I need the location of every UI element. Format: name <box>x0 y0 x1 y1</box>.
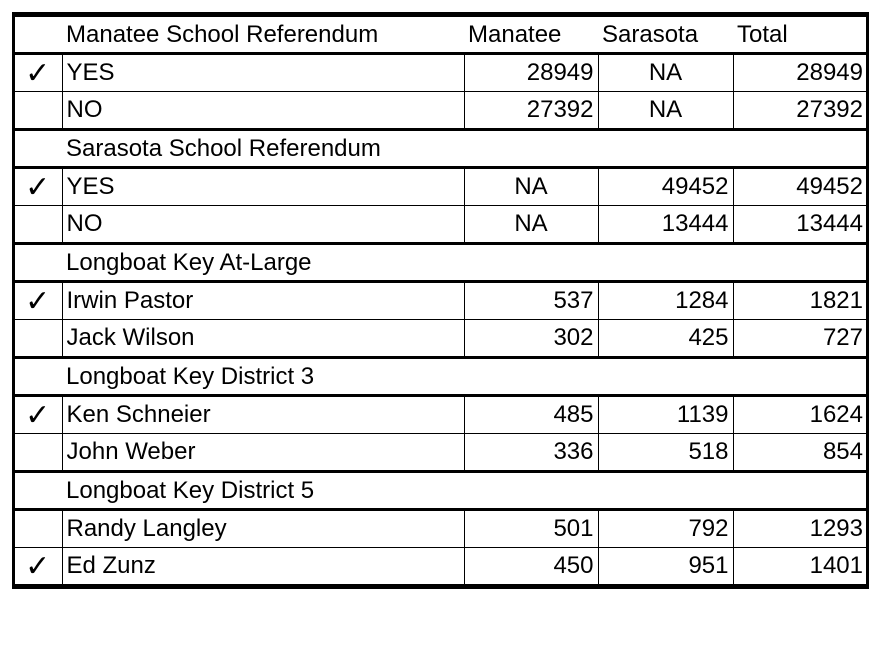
checkmark-icon: ✓ <box>14 168 62 206</box>
total-votes: 1293 <box>733 510 867 548</box>
section-title: Manatee School Referendum <box>62 16 464 54</box>
total-votes: 13444 <box>733 206 867 244</box>
section-title: Sarasota School Referendum <box>62 130 464 168</box>
candidate-name: NO <box>62 206 464 244</box>
check-cell <box>14 320 62 358</box>
candidate-name: NO <box>62 92 464 130</box>
section-filler <box>464 130 867 168</box>
manatee-votes: 302 <box>464 320 598 358</box>
section-header-row <box>14 358 867 396</box>
section-header-row <box>14 244 867 282</box>
manatee-votes: NA <box>464 168 598 206</box>
sarasota-votes: 518 <box>598 434 733 472</box>
check-cell <box>14 472 62 510</box>
candidate-name: John Weber <box>62 434 464 472</box>
check-cell <box>14 244 62 282</box>
checkmark-icon: ✓ <box>14 54 62 92</box>
check-cell <box>14 206 62 244</box>
check-cell <box>14 510 62 548</box>
manatee-votes: 28949 <box>464 54 598 92</box>
manatee-votes: 27392 <box>464 92 598 130</box>
check-cell <box>14 16 62 54</box>
sarasota-votes: 792 <box>598 510 733 548</box>
total-votes: 27392 <box>733 92 867 130</box>
checkmark-icon: ✓ <box>14 282 62 320</box>
check-cell <box>14 130 62 168</box>
result-row <box>14 282 867 320</box>
sarasota-votes: 13444 <box>598 206 733 244</box>
total-votes: 1821 <box>733 282 867 320</box>
total-votes: 49452 <box>733 168 867 206</box>
result-row <box>14 396 867 434</box>
sarasota-votes: 1284 <box>598 282 733 320</box>
sarasota-votes: NA <box>598 54 733 92</box>
checkmark-icon: ✓ <box>14 396 62 434</box>
column-header-sarasota: Sarasota <box>598 16 733 54</box>
candidate-name: Ed Zunz <box>62 548 464 586</box>
sarasota-votes: 49452 <box>598 168 733 206</box>
check-cell <box>14 92 62 130</box>
column-header-total: Total <box>733 16 867 54</box>
result-row <box>14 168 867 206</box>
section-title: Longboat Key At-Large <box>62 244 464 282</box>
result-row <box>14 320 867 358</box>
manatee-votes: 537 <box>464 282 598 320</box>
total-votes: 854 <box>733 434 867 472</box>
result-row <box>14 510 867 548</box>
candidate-name: YES <box>62 54 464 92</box>
results-table <box>14 14 867 587</box>
sarasota-votes: 951 <box>598 548 733 586</box>
total-votes: 1401 <box>733 548 867 586</box>
result-row <box>14 54 867 92</box>
section-filler <box>464 472 867 510</box>
section-header-row <box>14 130 867 168</box>
section-filler <box>464 244 867 282</box>
manatee-votes: 450 <box>464 548 598 586</box>
candidate-name: YES <box>62 168 464 206</box>
section-title: Longboat Key District 5 <box>62 472 464 510</box>
sarasota-votes: 425 <box>598 320 733 358</box>
candidate-name: Jack Wilson <box>62 320 464 358</box>
result-row <box>14 92 867 130</box>
total-votes: 1624 <box>733 396 867 434</box>
result-row <box>14 548 867 586</box>
manatee-votes: 501 <box>464 510 598 548</box>
column-header-manatee: Manatee <box>464 16 598 54</box>
sarasota-votes: 1139 <box>598 396 733 434</box>
total-votes: 28949 <box>733 54 867 92</box>
manatee-votes: 485 <box>464 396 598 434</box>
total-votes: 727 <box>733 320 867 358</box>
checkmark-icon: ✓ <box>14 548 62 586</box>
candidate-name: Ken Schneier <box>62 396 464 434</box>
section-title: Longboat Key District 3 <box>62 358 464 396</box>
check-cell <box>14 434 62 472</box>
section-header-row <box>14 16 867 54</box>
candidate-name: Randy Langley <box>62 510 464 548</box>
manatee-votes: NA <box>464 206 598 244</box>
section-filler <box>464 358 867 396</box>
candidate-name: Irwin Pastor <box>62 282 464 320</box>
result-row <box>14 434 867 472</box>
section-header-row <box>14 472 867 510</box>
result-row <box>14 206 867 244</box>
check-cell <box>14 358 62 396</box>
sarasota-votes: NA <box>598 92 733 130</box>
manatee-votes: 336 <box>464 434 598 472</box>
